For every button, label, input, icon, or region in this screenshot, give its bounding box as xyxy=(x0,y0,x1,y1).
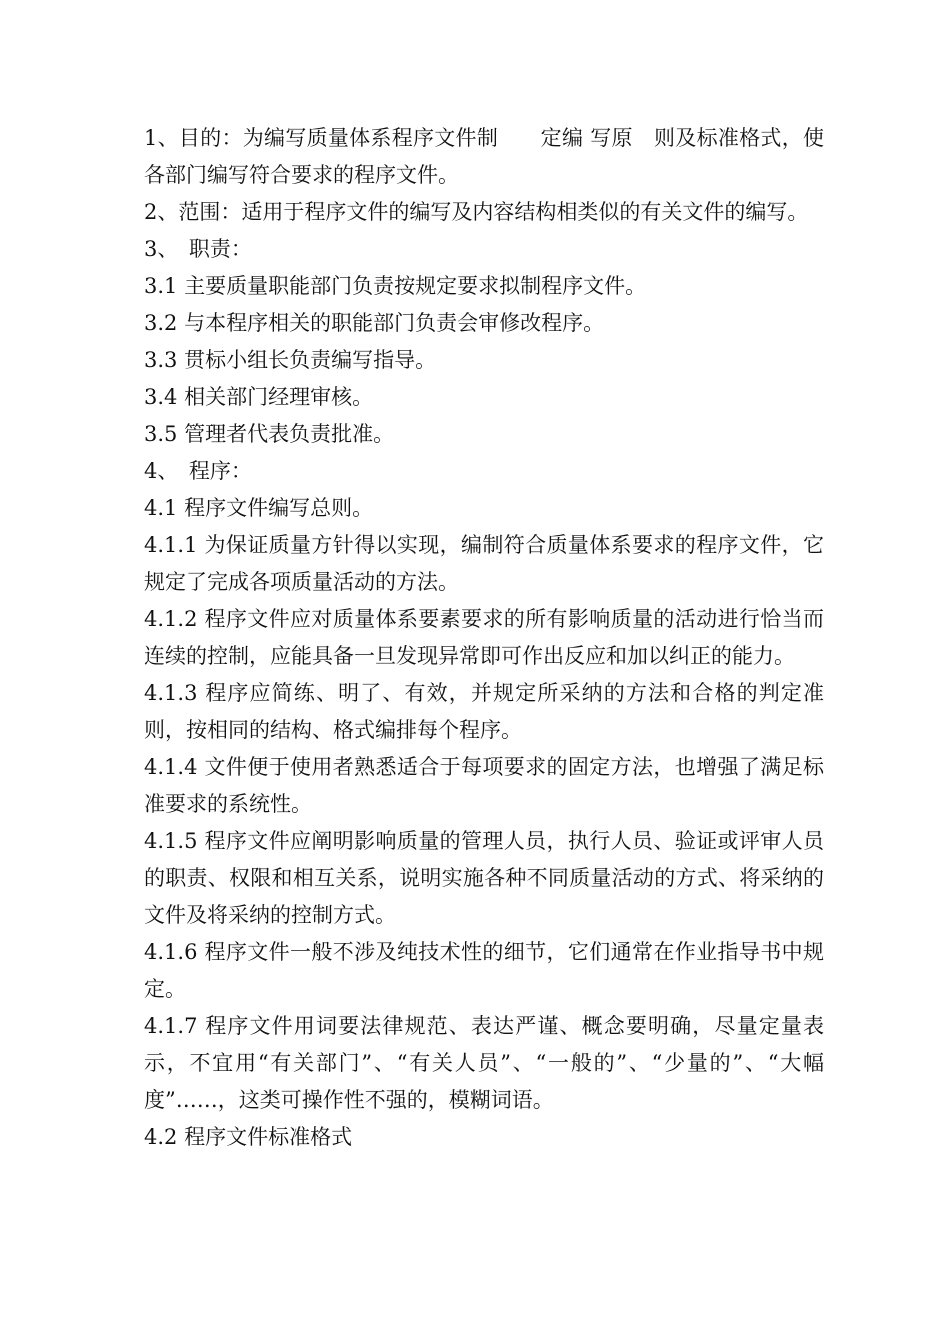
heading-procedure: 4、 程序： xyxy=(144,459,252,483)
paragraph-4-1-3: 4.1.3 程序应简练、明了、有效，并规定所采纳的方法和合格的判定准则，按相同的结构、格式编排每个程序。 xyxy=(144,681,824,742)
paragraph-4-1-6: 4.1.6 程序文件一般不涉及纯技术性的细节，它们通常在作业指导书中规定。 xyxy=(144,940,824,1001)
paragraph-4-2: 4.2 程序文件标准格式 xyxy=(144,1125,353,1149)
paragraph-3-1: 3.1 主要质量职能部门负责按规定要求拟制程序文件。 xyxy=(144,274,647,298)
paragraph-4-1-7: 4.1.7 程序文件用词要法律规范、表达严谨、概念要明确，尽量定量表示，不宜用“有关部门”、“有关人员”、“一般的”、“少量的”、“大幅度”……，这类可操作性不强的，模糊词语。 xyxy=(144,1014,824,1112)
paragraph-3-4: 3.4 相关部门经理审核。 xyxy=(144,385,374,409)
paragraph-4-1-4: 4.1.4 文件便于使用者熟悉适合于每项要求的固定方法，也增强了满足标准要求的系统性。 xyxy=(144,755,824,816)
paragraph-4-1: 4.1 程序文件编写总则。 xyxy=(144,496,374,520)
document-body xyxy=(144,120,824,1156)
paragraph-4-1-2: 4.1.2 程序文件应对质量体系要素要求的所有影响质量的活动进行恰当而连续的控制，应能具备一旦发现异常即可作出反应和加以纠正的能力。 xyxy=(144,607,824,668)
paragraph-3-2: 3.2 与本程序相关的职能部门负责会审修改程序。 xyxy=(144,311,605,335)
paragraph-3-5: 3.5 管理者代表负责批准。 xyxy=(144,422,395,446)
paragraph-scope: 2、范围：适用于程序文件的编写及内容结构相类似的有关文件的编写。 xyxy=(144,200,809,224)
paragraph-purpose: 1、目的：为编写质量体系程序文件制 定编 写原 则及标准格式，使各部门编写符合要求的程序文件。 xyxy=(144,126,824,187)
paragraph-4-1-1: 4.1.1 为保证质量方针得以实现，编制符合质量体系要求的程序文件，它规定了完成各项质量活动的方法。 xyxy=(144,533,824,594)
heading-responsibilities: 3、 职责： xyxy=(144,237,252,261)
paragraph-4-1-5: 4.1.5 程序文件应阐明影响质量的管理人员，执行人员、验证或评审人员的职责、权限和相互关系，说明实施各种不同质量活动的方式、将采纳的文件及将采纳的控制方式。 xyxy=(144,829,824,927)
paragraph-3-3: 3.3 贯标小组长负责编写指导。 xyxy=(144,348,437,372)
